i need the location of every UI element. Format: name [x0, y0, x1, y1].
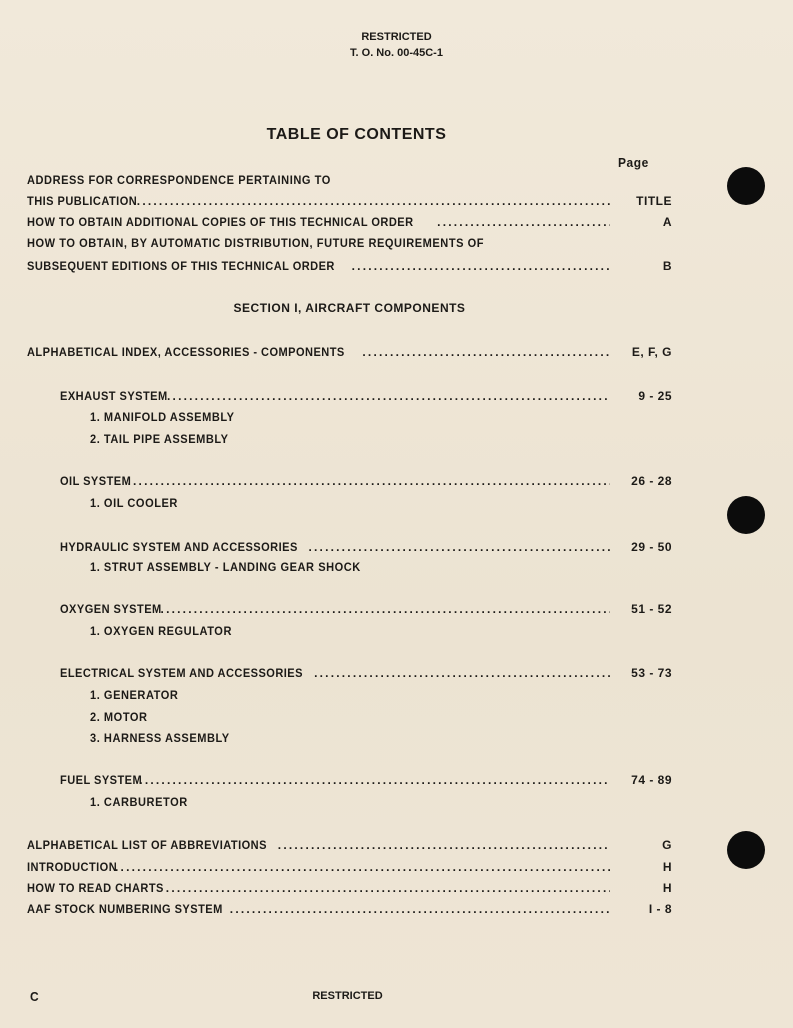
toc-entry-title: AAF STOCK NUMBERING SYSTEM	[27, 902, 223, 916]
toc-entry[interactable]	[27, 259, 672, 273]
toc-entry[interactable]	[27, 881, 672, 895]
system-entry[interactable]	[60, 389, 672, 403]
toc-entry-title: HYDRAULIC SYSTEM AND ACCESSORIES	[60, 540, 298, 554]
page-title: TABLE OF CONTENTS	[266, 126, 447, 143]
leader-dots	[362, 345, 610, 359]
leader-dots	[127, 474, 610, 488]
toc-entry-page: 51 - 52	[631, 602, 672, 616]
binder-hole	[727, 831, 765, 869]
sub-item: 1. MANIFOLD ASSEMBLY	[90, 410, 235, 424]
toc-entry-page: 74 - 89	[631, 773, 672, 787]
toc-entry-title: OIL SYSTEM	[60, 474, 132, 488]
toc-entry[interactable]	[27, 860, 672, 874]
leader-dots	[314, 666, 610, 680]
sub-item: 1. STRUT ASSEMBLY - LANDING GEAR SHOCK	[90, 560, 361, 574]
system-entry[interactable]	[60, 773, 672, 787]
leader-dots	[352, 259, 610, 273]
sub-item: 1. OIL COOLER	[90, 496, 178, 510]
toc-entry-page: A	[662, 215, 672, 229]
toc-entry-page: 26 - 28	[631, 474, 672, 488]
toc-entry-title: OXYGEN SYSTEM	[60, 602, 162, 616]
toc-entry-page: 29 - 50	[631, 540, 672, 554]
footer-classification: RESTRICTED	[312, 990, 383, 1002]
toc-entry[interactable]	[27, 838, 672, 852]
toc-entry-page: 9 - 25	[638, 389, 672, 403]
sub-item: 2. MOTOR	[90, 710, 148, 724]
leader-dots	[166, 881, 610, 895]
toc-entry[interactable]	[27, 194, 672, 208]
toc-entry-title: SUBSEQUENT EDITIONS OF THIS TECHNICAL ORDER	[27, 259, 335, 273]
leader-dots	[278, 838, 610, 852]
sub-item: 1. GENERATOR	[90, 688, 179, 702]
toc-entry-page: 53 - 73	[631, 666, 672, 680]
toc-entry-title: FUEL SYSTEM	[60, 773, 143, 787]
toc-entry[interactable]	[27, 345, 672, 359]
toc-entry-title: HOW TO OBTAIN ADDITIONAL COPIES OF THIS TECHNICAL ORDER	[27, 215, 414, 229]
system-entry[interactable]	[60, 666, 672, 680]
toc-entry-title: EXHAUST SYSTEM	[60, 389, 168, 403]
leader-dots	[115, 860, 610, 874]
leader-dots	[137, 194, 610, 208]
toc-entry[interactable]	[27, 215, 672, 229]
toc-entry-page: H	[662, 881, 672, 895]
leader-dots	[230, 902, 610, 916]
toc-entry-title: INTRODUCTION	[27, 860, 118, 874]
leader-dots	[308, 540, 610, 554]
binder-hole	[727, 167, 765, 205]
toc-entry-page: E, F, G	[631, 345, 672, 359]
binder-hole	[727, 496, 765, 534]
order-number: T. O. No. 00-45C-1	[350, 47, 443, 59]
toc-entry-page: TITLE	[636, 194, 672, 208]
sub-item: 1. CARBURETOR	[90, 795, 188, 809]
toc-entry-title: THIS PUBLICATION	[27, 194, 138, 208]
toc-entry-title: ELECTRICAL SYSTEM AND ACCESSORIES	[60, 666, 303, 680]
sub-item: 1. OXYGEN REGULATOR	[90, 624, 232, 638]
footer-page-letter: C	[30, 989, 40, 1004]
toc-entry-page: G	[662, 838, 672, 852]
toc-entry-page: I - 8	[648, 902, 672, 916]
toc-entry-page: H	[662, 860, 672, 874]
leader-dots	[139, 773, 610, 787]
toc-entry-line: HOW TO OBTAIN, BY AUTOMATIC DISTRIBUTION, FUTURE REQUIREMENTS OF	[27, 236, 485, 250]
toc-entry-page: B	[662, 259, 672, 273]
toc-entry-title: ALPHABETICAL INDEX, ACCESSORIES - COMPONENTS	[27, 345, 345, 359]
system-entry[interactable]	[60, 540, 672, 554]
page-column-label: Page	[618, 155, 649, 170]
system-entry[interactable]	[60, 602, 672, 616]
toc-entry[interactable]	[27, 902, 672, 916]
toc-entry-title: ALPHABETICAL LIST OF ABBREVIATIONS	[27, 838, 267, 852]
system-entry[interactable]	[60, 474, 672, 488]
toc-entry-title: HOW TO READ CHARTS	[27, 881, 164, 895]
leader-dots	[161, 602, 610, 616]
section-heading: SECTION I, AIRCRAFT COMPONENTS	[233, 301, 466, 315]
leader-dots	[167, 389, 610, 403]
sub-item: 2. TAIL PIPE ASSEMBLY	[90, 432, 229, 446]
leader-dots	[437, 215, 610, 229]
sub-item: 3. HARNESS ASSEMBLY	[90, 731, 230, 745]
toc-entry-line: ADDRESS FOR CORRESPONDENCE PERTAINING TO	[27, 173, 331, 187]
header-classification: RESTRICTED	[361, 31, 432, 43]
